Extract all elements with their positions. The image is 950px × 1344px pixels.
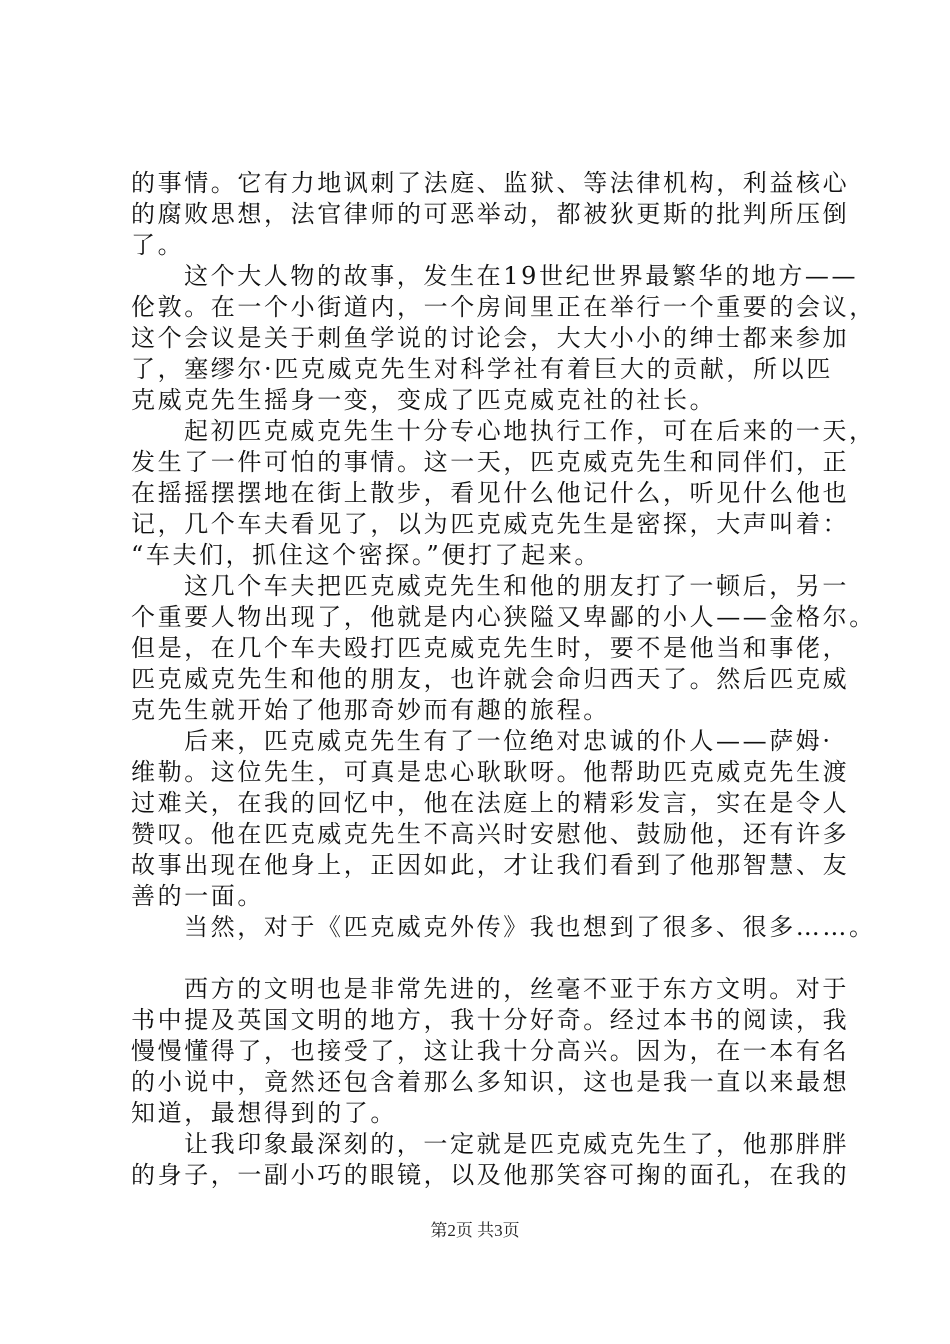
page-number-footer: 第2页 共3页 — [430, 1221, 520, 1240]
text-line: 知道，最想得到的了。 — [131, 1099, 397, 1127]
text-line: 匹克威克先生和他的朋友，也许就会命归西天了。然后匹克威 — [131, 665, 850, 693]
text-line: 记，几个车夫看见了，以为匹克威克先生是密探，大声叫着： — [131, 510, 850, 538]
text-line: 的身子，一副小巧的眼镜，以及他那笑容可掬的面孔，在我的 — [131, 1161, 850, 1189]
text-line: 伦敦。在一个小街道内，一个房间里正在举行一个重要的会议， — [131, 293, 876, 321]
text-line: 发生了一件可怕的事情。这一天，匹克威克先生和同伴们，正 — [131, 448, 850, 476]
text-line: 这个会议是关于刺鱼学说的讨论会，大大小小的绅士都来参加 — [131, 324, 850, 352]
text-line: 善的一面。 — [131, 882, 264, 910]
text-line: 了，塞缪尔·匹克威克先生对科学社有着巨大的贡献，所以匹 — [131, 355, 833, 383]
paragraph-first-line: 后来，匹克威克先生有了一位绝对忠诚的仆人——萨姆· — [184, 727, 833, 755]
text-line: 克先生就开始了他那奇妙而有趣的旅程。 — [131, 696, 610, 724]
text-line: 过难关，在我的回忆中，他在法庭上的精彩发言，实在是令人 — [131, 789, 850, 817]
text-line: 维勒。这位先生，可真是忠心耿耿呀。他帮助匹克威克先生渡 — [131, 758, 850, 786]
paragraph-first-line: 当然，对于《匹克威克外传》我也想到了很多、很多……。 — [184, 913, 876, 941]
text-line: 的小说中，竟然还包含着那么多知识，这也是我一直以来最想 — [131, 1068, 850, 1096]
paragraph-first-line: 起初匹克威克先生十分专心地执行工作，可在后来的一天， — [184, 417, 876, 445]
text-line: 书中提及英国文明的地方，我十分好奇。经过本书的阅读，我 — [131, 1006, 850, 1034]
text-line: 的腐败思想，法官律师的可恶举动，都被狄更斯的批判所压倒 — [131, 200, 850, 228]
text-line: 的事情。它有力地讽刺了法庭、监狱、等法律机构，利益核心 — [131, 169, 850, 197]
paragraph-first-line: 让我印象最深刻的，一定就是匹克威克先生了，他那胖胖 — [184, 1130, 849, 1158]
blank-line — [131, 943, 831, 974]
text-line: 了。 — [131, 231, 185, 259]
text-line: 在摇摇摆摆地在街上散步，看见什么他记什么，听见什么他也 — [131, 479, 850, 507]
text-line: 慢慢懂得了，也接受了，这让我十分高兴。因为，在一本有名 — [131, 1037, 850, 1065]
paragraph-first-line: 这几个车夫把匹克威克先生和他的朋友打了一顿后，另一 — [184, 572, 849, 600]
text-line: 赞叹。他在匹克威克先生不高兴时安慰他、鼓励他，还有许多 — [131, 820, 850, 848]
text-line: 克威克先生摇身一变，变成了匹克威克社的社长。 — [131, 386, 717, 414]
text-line: 但是，在几个车夫殴打匹克威克先生时，要不是他当和事佬， — [131, 634, 850, 662]
text-line: 个重要人物出现了，他就是内心狭隘又卑鄙的小人——金格尔。 — [131, 603, 876, 631]
body-text — [131, 168, 876, 1191]
paragraph-first-line: 西方的文明也是非常先进的，丝毫不亚于东方文明。对于 — [184, 975, 849, 1003]
text-line: 故事出现在他身上，正因如此，才让我们看到了他那智慧、友 — [131, 851, 850, 879]
paragraph-first-line: 这个大人物的故事，发生在19世纪世界最繁华的地方—— — [184, 262, 859, 290]
text-line: “车夫们，抓住这个密探。”便打了起来。 — [131, 541, 601, 569]
